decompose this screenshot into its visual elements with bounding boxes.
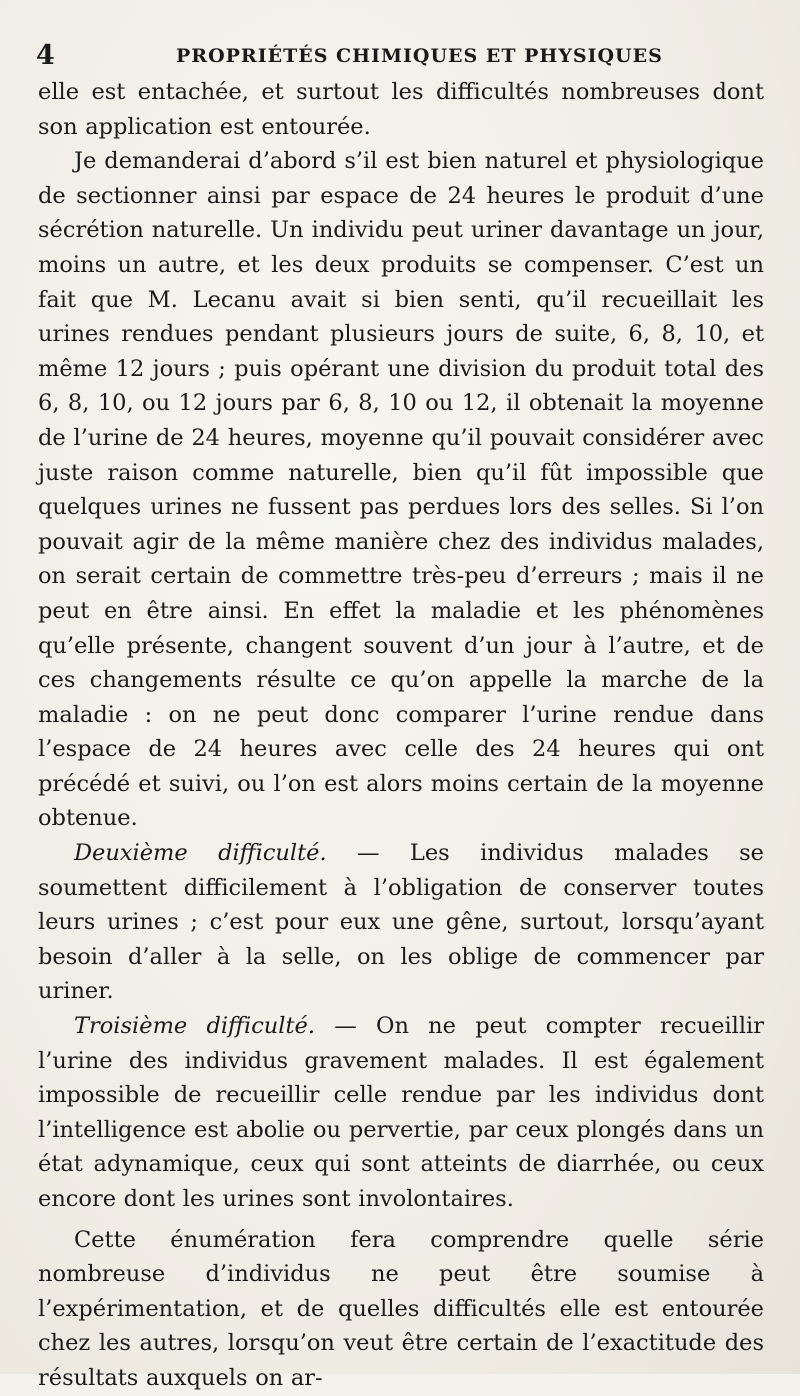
paragraph-second-difficulty bbox=[38, 836, 764, 1009]
paragraph-third-difficulty bbox=[38, 1009, 764, 1217]
section-heading: Troisième difficulté. bbox=[74, 1013, 315, 1040]
running-head bbox=[36, 38, 766, 74]
paragraph-text: Je demanderai d’abord s’il est bien naturel et physiologique de sectionner ainsi par espace de 24 heures le produit d’une sécrétion naturelle. Un individu peut uriner davantage un jour, moins un autre, et les deux produits se compenser. C’est un fait que M. Lecanu avait si bien senti, qu’il recueillait les urines rendues pendant plusieurs jours de suite, 6, 8, 10, et même 12 jours ; puis opérant une division du produit total des 6, 8, 10, ou 12 jours par 6, 8, 10 ou 12, il obtenait la moyenne de l’urine de 24 heures, moyenne qu’il pouvait considérer avec juste raison comme naturelle, bien qu’il fût impossible que quelques urines ne fussent pas perdues lors des selles. Si l’on pouvait agir de la même manière chez des individus malades, on serait certain de commettre très-peu d’erreurs ; mais il ne peut en être ainsi. En effet la maladie et les phénomènes qu’elle présente, changent souvent d’un jour à l’autre, et de ces changements résulte ce qu’on appelle la marche de la maladie : on ne peut donc comparer l’urine rendue dans l’espace de 24 heures avec celle des 24 heures qui ont précédé et suivi, ou l’on est alors moins certain de la moyenne obtenue. bbox=[38, 148, 764, 832]
paragraph-text: — Les individus malades se soumettent difficilement à l’obligation de conserver toutes leurs urines ; c’est pour eux une gêne, surtout, lorsqu’ayant besoin d’aller à la selle, on les oblige de commencer par uriner. bbox=[38, 840, 764, 1005]
paragraph-text: — On ne peut compter recueillir l’urine des individus gravement malades. Il est également impossible de recueillir celle rendue par les individus dont l’intelligence est abolie ou pervertie, par ceux plongés dans un état adynamique, ceux qui sont atteints de diarrhée, ou ceux encore dont les urines sont involontaires. bbox=[38, 1013, 764, 1212]
body-text bbox=[38, 75, 764, 1396]
section-heading: Deuxième difficulté. bbox=[74, 840, 327, 867]
paragraph-continuation bbox=[38, 75, 764, 144]
paragraph-enumeration bbox=[38, 1223, 764, 1396]
running-title: PROPRIÉTÉS CHIMIQUES ET PHYSIQUES bbox=[176, 45, 663, 67]
paragraph-lecanu-method bbox=[38, 144, 764, 836]
paragraph-text: Cette énumération fera comprendre quelle série nombreuse d’individus ne peut être soumise à l’expérimentation, et de quelles difficultés elle est entourée chez les autres, lorsqu’on veut être certain de l’exactitude des résultats auxquels on ar- bbox=[38, 1226, 764, 1391]
paragraph-text: elle est entachée, et surtout les difficultés nombreuses dont son application est entourée. bbox=[38, 79, 764, 140]
page-number: 4 bbox=[36, 40, 55, 71]
